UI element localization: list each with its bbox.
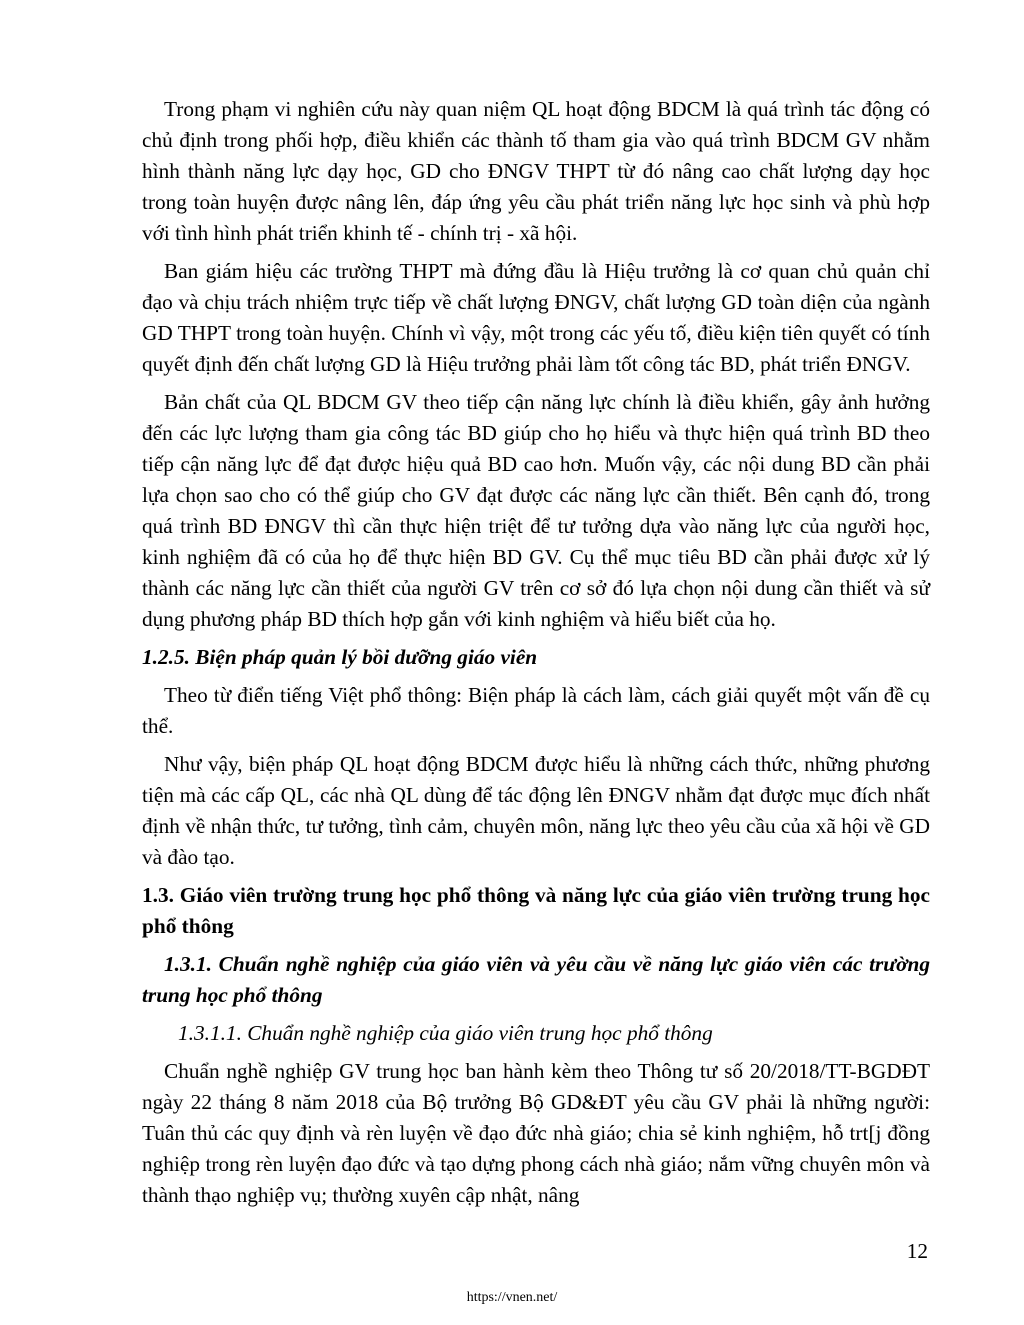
section-heading-1-3: 1.3. Giáo viên trường trung học phổ thông và năng lực của giáo viên trường trung học phổ thông xyxy=(142,883,930,938)
paragraph: Chuẩn nghề nghiệp GV trung học ban hành kèm theo Thông tư số 20/2018/TT-BGDĐT ngày 22 tháng 8 năm 2018 của Bộ trưởng Bộ GD&ĐT yêu cầu GV phải là những người: Tuân thủ các quy định và rèn luyện về đạo đức nhà giáo; chia sẻ kinh nghiệm, hỗ trt[j đồng nghiệp trong rèn luyện đạo đức và tạo dựng phong cách nhà giáo; nắm vững chuyên môn và thành thạo nghiệp vụ; thường xuyên cập nhật, nâng xyxy=(142,1059,930,1207)
page-number: 12 xyxy=(906,1239,928,1263)
section-heading-1-3-1: 1.3.1. Chuẩn nghề nghiệp của giáo viên và yêu cầu về năng lực giáo viên các trường trung học phổ thông xyxy=(142,952,930,1007)
paragraph: Bản chất của QL BDCM GV theo tiếp cận năng lực chính là điều khiển, gây ảnh hưởng đến các lực lượng tham gia công tác BD giúp cho họ hiểu và thực hiện quá trình BD theo tiếp cận năng lực để đạt được hiệu quả BD cao hơn. Muốn vậy, các nội dung BD cần phải lựa chọn sao cho có thể giúp cho GV đạt được các năng lực cần thiết. Bên cạnh đó, trong quá trình BD ĐNGV thì cần thực hiện triệt để tư tưởng dựa vào năng lực của người học, kinh nghiệm đã có của họ để thực hiện BD GV. Cụ thể mục tiêu BD cần phải được xử lý thành các năng lực cần thiết của người GV trên cơ sở đó lựa chọn nội dung cần thiết và sử dụng phương pháp BD thích hợp gắn với kinh nghiệm và hiểu biết của họ. xyxy=(142,390,930,631)
paragraph: Trong phạm vi nghiên cứu này quan niệm QL hoạt động BDCM là quá trình tác động có chủ định trong phối hợp, điều khiển các thành tố tham gia vào quá trình BDCM GV nhằm hình thành năng lực dạy học, GD cho ĐNGV THPT từ đó nâng cao chất lượng dạy học trong toàn huyện được nâng lên, đáp ứng yêu cầu phát triển năng lực học sinh và phù hợp với tình hình phát triển khinh tế - chính trị - xã hội. xyxy=(142,97,930,245)
footer-url[interactable]: https://vnen.net/ xyxy=(466,1290,558,1305)
section-heading-1-2-5: 1.2.5. Biện pháp quản lý bồi dưỡng giáo viên xyxy=(142,645,538,669)
paragraph: Như vậy, biện pháp QL hoạt động BDCM được hiểu là những cách thức, những phương tiện mà các cấp QL, các nhà QL dùng để tác động lên ĐNGV nhằm đạt được mục đích nhất định về nhận thức, tư tưởng, tình cảm, chuyên môn, năng lực theo yêu cầu của xã hội về GD và đào tạo. xyxy=(142,752,930,869)
section-heading-1-3-1-1: 1.3.1.1. Chuẩn nghề nghiệp của giáo viên trung học phổ thông xyxy=(178,1021,713,1045)
paragraph: Theo từ điển tiếng Việt phổ thông: Biện pháp là cách làm, cách giải quyết một vấn đề cụ thể. xyxy=(142,683,930,738)
paragraph: Ban giám hiệu các trường THPT mà đứng đầu là Hiệu trưởng là cơ quan chủ quản chỉ đạo và chịu trách nhiệm trực tiếp về chất lượng ĐNGV, chất lượng GD toàn diện của ngành GD THPT trong toàn huyện. Chính vì vậy, một trong các yếu tố, điều kiện tiên quyết có tính quyết định đến chất lượng GD là Hiệu trưởng phải làm tốt công tác BD, phát triển ĐNGV. xyxy=(142,259,930,376)
page-content xyxy=(142,94,930,1218)
